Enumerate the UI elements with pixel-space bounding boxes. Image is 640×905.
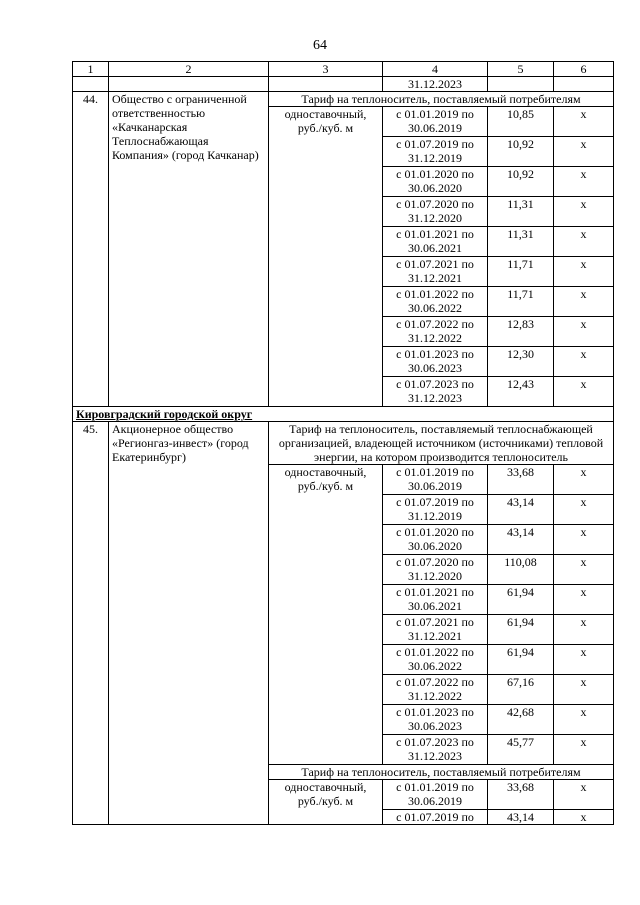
tariff-value: 11,71: [488, 257, 554, 287]
tariff-col6: х: [554, 780, 614, 810]
tariff-col6: х: [554, 810, 614, 825]
tariff-period: с 01.01.2020 по 30.06.2020: [383, 167, 488, 197]
tariff-period: с 01.07.2021 по 31.12.2021: [383, 615, 488, 645]
tariff-col6: х: [554, 735, 614, 765]
tariff-col6: х: [554, 615, 614, 645]
tariff-title-row: [73, 92, 614, 107]
tariff-col6: х: [554, 167, 614, 197]
tariff-col6: х: [554, 555, 614, 585]
tariff-value: 43,14: [488, 525, 554, 555]
tariff-value: 43,14: [488, 810, 554, 825]
tariff-period: с 01.01.2019 по 30.06.2019: [383, 107, 488, 137]
column-header: 3: [269, 62, 383, 77]
tariff-col6: х: [554, 645, 614, 675]
tariff-period: с 01.01.2021 по 30.06.2021: [383, 585, 488, 615]
tariff-value: 42,68: [488, 705, 554, 735]
tariff-col6: х: [554, 227, 614, 257]
cell-empty: [73, 77, 109, 92]
tariff-col6: х: [554, 675, 614, 705]
tariff-value: 33,68: [488, 465, 554, 495]
tariff-col6: х: [554, 257, 614, 287]
tariff-period: с 01.07.2022 по 31.12.2022: [383, 675, 488, 705]
row-number: 44.: [73, 92, 109, 407]
column-header: 1: [73, 62, 109, 77]
continuation-row: [73, 77, 614, 92]
tariff-title: Тариф на теплоноситель, поставляемый теплоснабжающей организацией, владеющей источником (источниками) тепловой энергии, на котором производится теплоноситель: [269, 422, 614, 465]
row-number: 45.: [73, 422, 109, 825]
tariff-period: с 01.01.2022 по 30.06.2022: [383, 287, 488, 317]
tariff-value: 61,94: [488, 615, 554, 645]
section-row: [73, 407, 614, 422]
tariff-col6: х: [554, 347, 614, 377]
tariff-value: 33,68: [488, 780, 554, 810]
organization-name: Общество с ограниченной ответственностью «Качканарская Теплоснабжающая Компания» (город Качканар): [109, 92, 269, 407]
tariff-value: 43,14: [488, 495, 554, 525]
tariff-period: с 01.07.2020 по 31.12.2020: [383, 555, 488, 585]
tariff-value: 10,85: [488, 107, 554, 137]
tariff-period: с 01.07.2021 по 31.12.2021: [383, 257, 488, 287]
tariff-title: Тариф на теплоноситель, поставляемый потребителям: [269, 92, 614, 107]
tariff-unit: одноставочный, руб./куб. м: [269, 465, 383, 765]
tariff-value: 12,43: [488, 377, 554, 407]
column-header: 5: [488, 62, 554, 77]
column-header: 2: [109, 62, 269, 77]
continued-period: 31.12.2023: [383, 77, 488, 92]
tariff-unit: одноставочный, руб./куб. м: [269, 780, 383, 825]
column-header: 4: [383, 62, 488, 77]
tariff-value: 61,94: [488, 585, 554, 615]
tariff-col6: х: [554, 107, 614, 137]
cell-empty: [488, 77, 554, 92]
cell-empty: [109, 77, 269, 92]
tariff-value: 11,31: [488, 227, 554, 257]
cell-empty: [554, 77, 614, 92]
column-header: 6: [554, 62, 614, 77]
tariff-period: с 01.07.2019 по: [383, 810, 488, 825]
tariff-col6: х: [554, 585, 614, 615]
tariff-col6: х: [554, 465, 614, 495]
tariff-value: 45,77: [488, 735, 554, 765]
tariff-unit: одноставочный, руб./куб. м: [269, 107, 383, 407]
tariff-value: 11,71: [488, 287, 554, 317]
tariff-title-row: [73, 422, 614, 465]
tariff-period: с 01.01.2019 по 30.06.2019: [383, 780, 488, 810]
tariff-value: 12,30: [488, 347, 554, 377]
tariff-col6: х: [554, 525, 614, 555]
table-header-row: [73, 62, 614, 77]
tariff-value: 11,31: [488, 197, 554, 227]
tariff-col6: х: [554, 287, 614, 317]
tariff-value: 12,83: [488, 317, 554, 347]
page-number: 64: [313, 38, 327, 53]
tariff-period: с 01.07.2022 по 31.12.2022: [383, 317, 488, 347]
tariff-period: с 01.07.2020 по 31.12.2020: [383, 197, 488, 227]
tariff-value: 10,92: [488, 137, 554, 167]
tariff-col6: х: [554, 495, 614, 525]
tariff-table: [72, 61, 614, 825]
tariff-period: с 01.07.2019 по 31.12.2019: [383, 495, 488, 525]
tariff-period: с 01.01.2019 по 30.06.2019: [383, 465, 488, 495]
tariff-value: 61,94: [488, 645, 554, 675]
tariff-period: с 01.01.2023 по 30.06.2023: [383, 705, 488, 735]
tariff-period: с 01.07.2023 по 31.12.2023: [383, 377, 488, 407]
tariff-period: с 01.01.2020 по 30.06.2020: [383, 525, 488, 555]
tariff-col6: х: [554, 377, 614, 407]
tariff-col6: х: [554, 317, 614, 347]
organization-name: Акционерное общество «Регионгаз-инвест» (город Екатеринбург): [109, 422, 269, 825]
tariff-col6: х: [554, 137, 614, 167]
tariff-period: с 01.07.2023 по 31.12.2023: [383, 735, 488, 765]
tariff-period: с 01.01.2023 по 30.06.2023: [383, 347, 488, 377]
tariff-value: 67,16: [488, 675, 554, 705]
tariff-col6: х: [554, 705, 614, 735]
tariff-value: 110,08: [488, 555, 554, 585]
section-title: Кировградский городской округ: [73, 407, 614, 422]
tariff-col6: х: [554, 197, 614, 227]
tariff-title: Тариф на теплоноситель, поставляемый потребителям: [269, 765, 614, 780]
tariff-value: 10,92: [488, 167, 554, 197]
tariff-period: с 01.07.2019 по 31.12.2019: [383, 137, 488, 167]
tariff-period: с 01.01.2022 по 30.06.2022: [383, 645, 488, 675]
cell-empty: [269, 77, 383, 92]
tariff-period: с 01.01.2021 по 30.06.2021: [383, 227, 488, 257]
